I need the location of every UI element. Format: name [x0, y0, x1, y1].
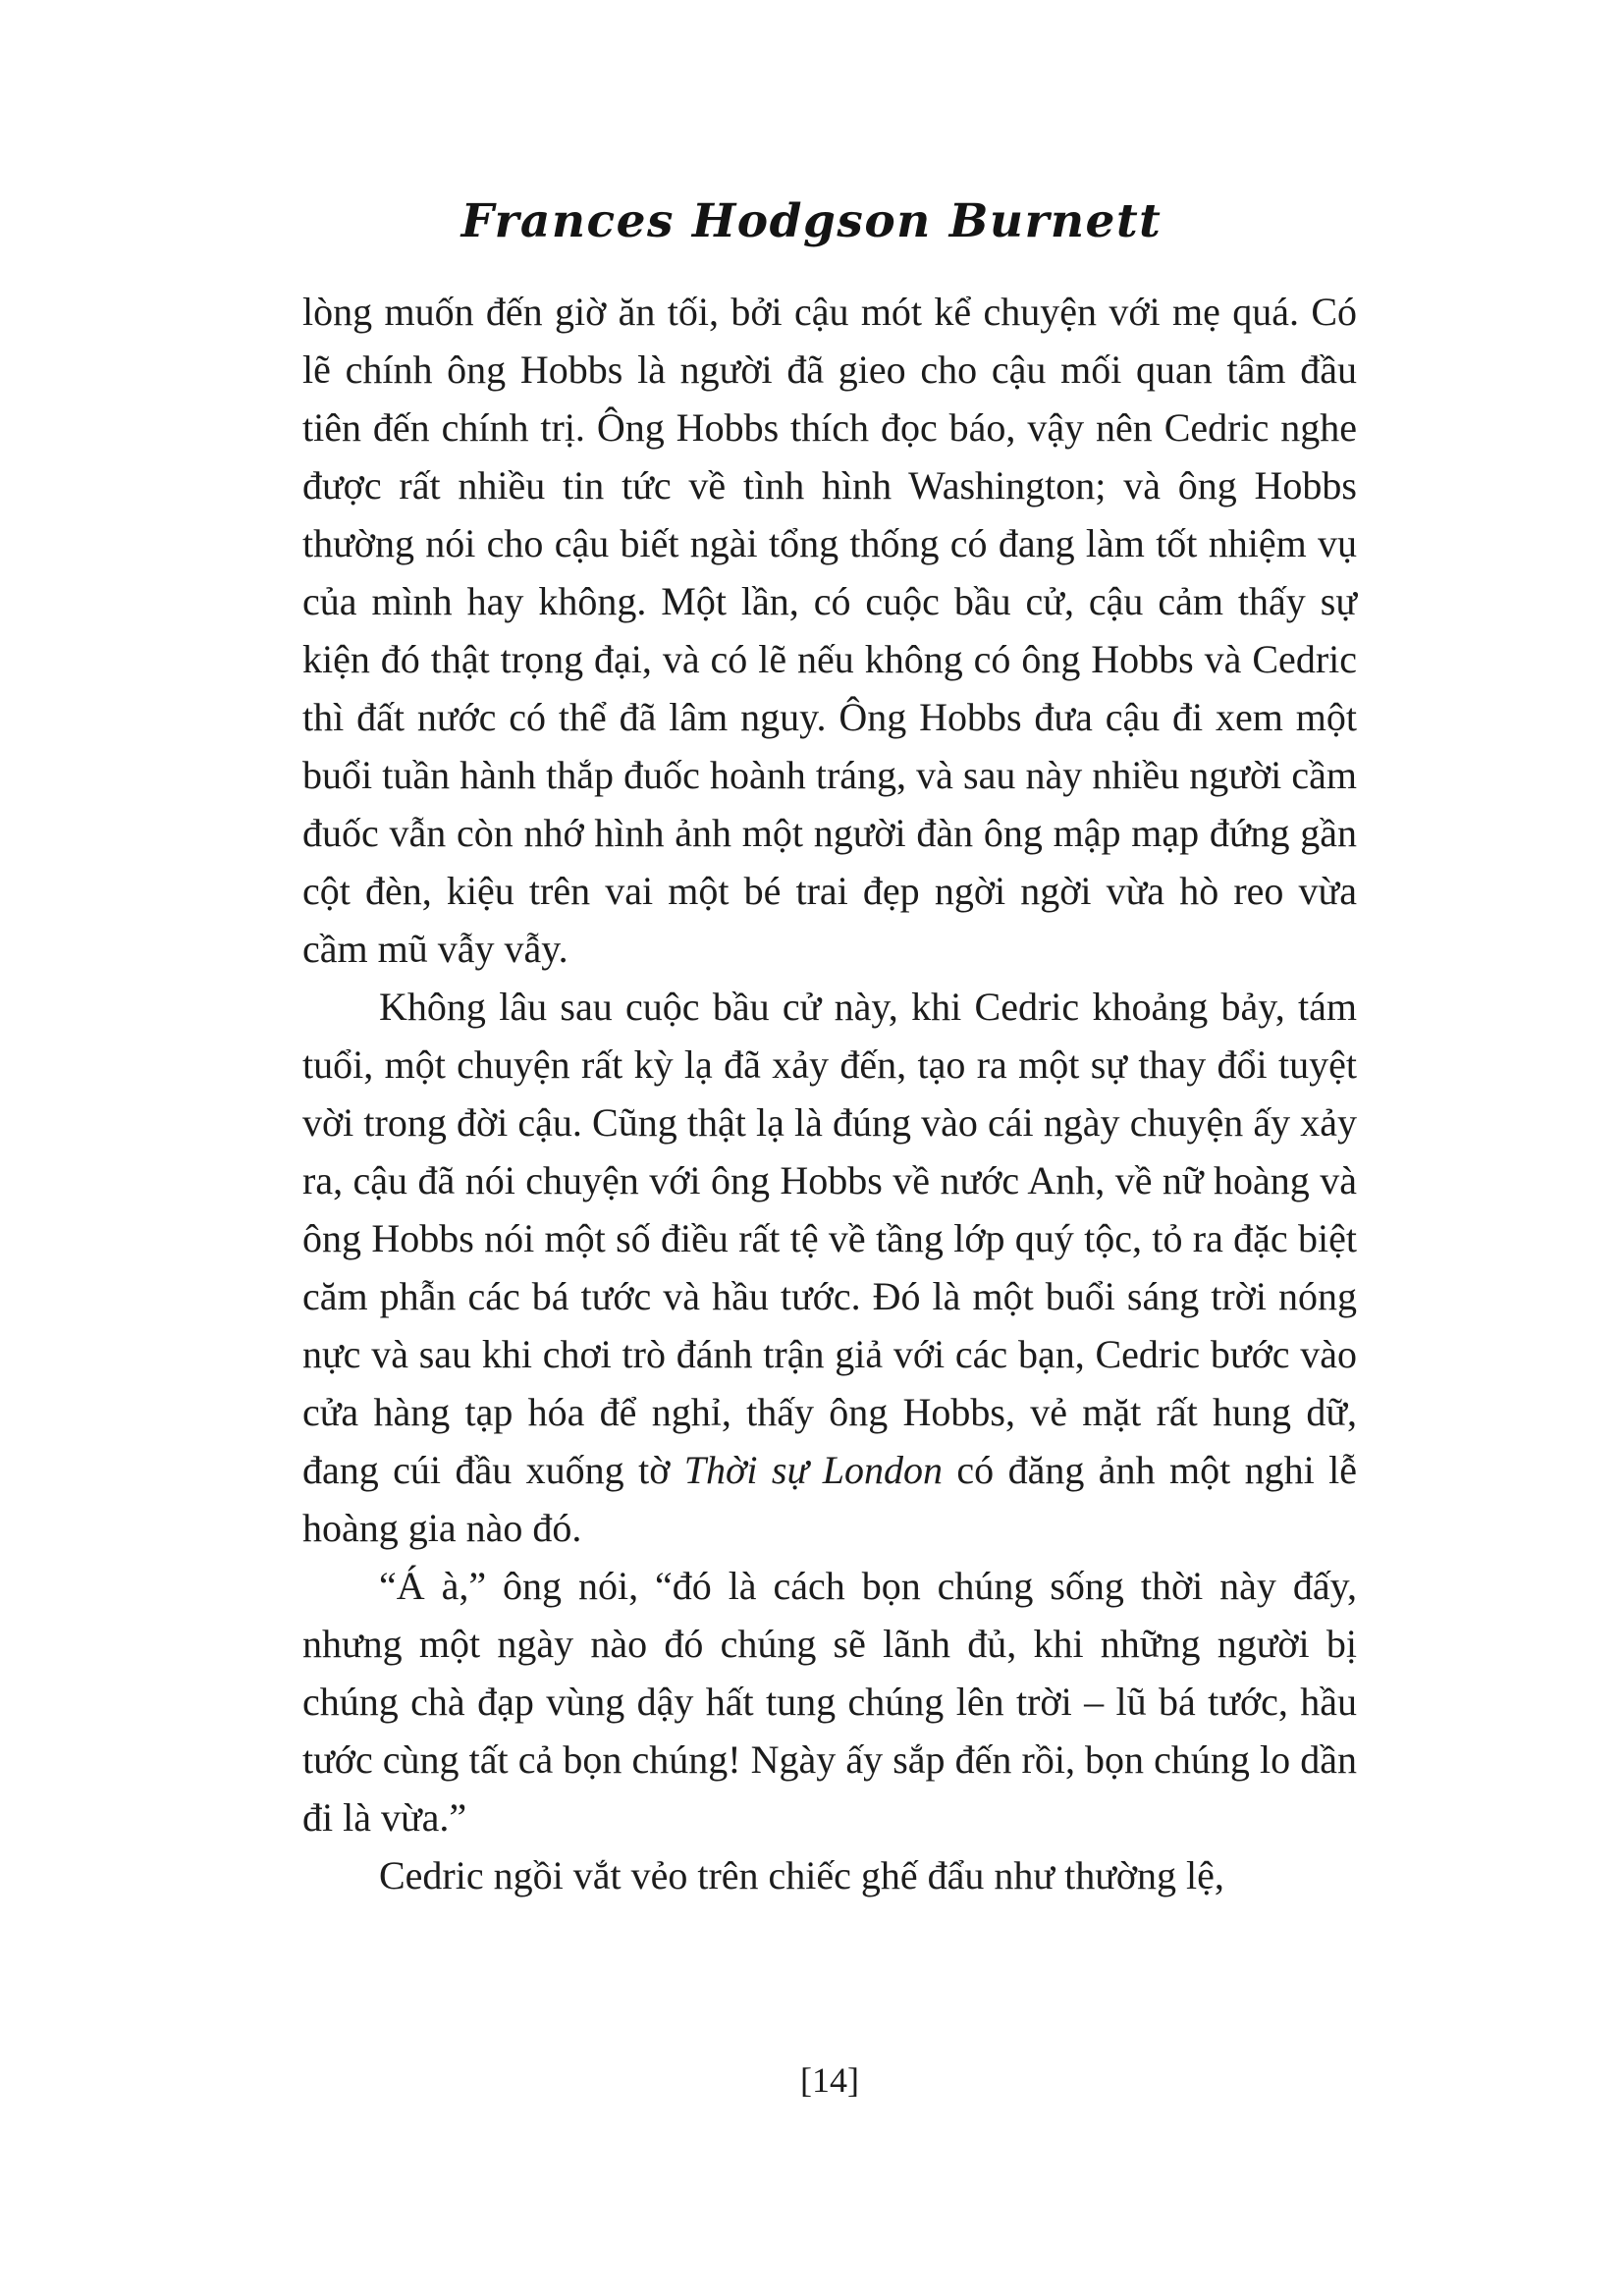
paragraph [302, 283, 1357, 978]
text-run: lòng muốn đến giờ ăn tối, bởi cậu mót kể chuyện với mẹ quá. Có lẽ chính ông Hobbs là người đã gieo cho cậu mối quan tâm đầu tiên đến chính trị. Ông Hobbs thích đọc báo, vậy nên Cedric nghe được rất nhiều tin tức về tình hình Washington; và ông Hobbs thường nói cho cậu biết ngài tổng thống có đang làm tốt nhiệm vụ của mình hay không. Một lần, có cuộc bầu cử, cậu cảm thấy sự kiện đó thật trọng đại, và có lẽ nếu không có ông Hobbs và Cedric thì đất nước có thể đã lâm nguy. Ông Hobbs đưa cậu đi xem một buổi tuần hành thắp đuốc hoành tráng, và sau này nhiều người cầm đuốc vẫn còn nhớ hình ảnh một người đàn ông mập mạp đứng gần cột đèn, kiệu trên vai một bé trai đẹp ngời ngời vừa hò reo vừa cầm mũ vẫy vẫy. [302, 290, 1357, 971]
paragraph [302, 1557, 1357, 1846]
page-number: [14] [800, 2060, 859, 2100]
text-run: Không lâu sau cuộc bầu cử này, khi Cedric khoảng bảy, tám tuổi, một chuyện rất kỳ lạ đã xảy đến, tạo ra một sự thay đổi tuyệt vời trong đời cậu. Cũng thật lạ là đúng vào cái ngày chuyện ấy xảy ra, cậu đã nói chuyện với ông Hobbs về nước Anh, về nữ hoàng và ông Hobbs nói một số điều rất tệ về tầng lớp quý tộc, tỏ ra đặc biệt căm phẫn các bá tước và hầu tước. Đó là một buổi sáng trời nóng nực và sau khi chơi trò đánh trận giả với các bạn, Cedric bước vào cửa hàng tạp hóa để nghỉ, thấy ông Hobbs, vẻ mặt rất hung dữ, đang cúi đầu xuống tờ [302, 985, 1357, 1492]
paragraph [302, 1846, 1357, 1904]
text-run: “Á à,” ông nói, “đó là cách bọn chúng sống thời này đấy, nhưng một ngày nào đó chúng sẽ lãnh đủ, khi những người bị chúng chà đạp vùng dậy hất tung chúng lên trời – lũ bá tước, hầu tước cùng tất cả bọn chúng! Ngày ấy sắp đến rồi, bọn chúng lo dần đi là vừa.” [302, 1564, 1357, 1840]
italic-text-run: Thời sự London [683, 1448, 943, 1492]
body-text [302, 283, 1357, 1904]
text-run: có đăng ảnh một nghi lễ hoàng gia nào đó. [302, 1448, 1358, 1550]
paragraph [302, 978, 1357, 1557]
text-run: Cedric ngồi vắt vẻo trên chiếc ghế đẩu như thường lệ, [379, 1853, 1224, 1897]
book-author-header: Frances Hodgson Burnett [460, 194, 1163, 248]
